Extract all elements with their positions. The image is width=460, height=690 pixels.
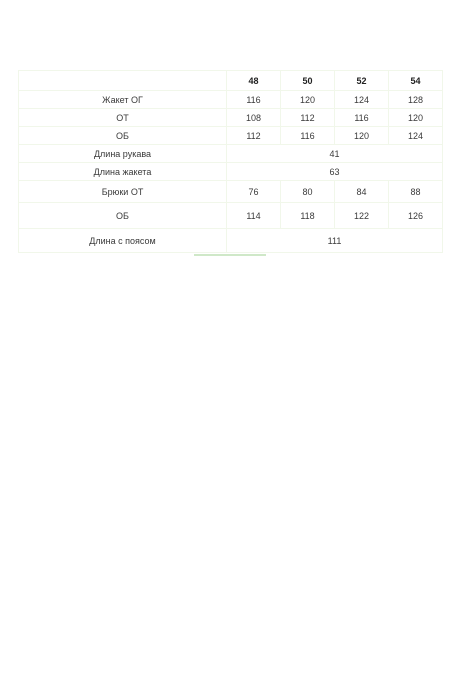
row-label: ОБ bbox=[19, 203, 227, 229]
table-cell: 120 bbox=[389, 109, 443, 127]
table-cell: 116 bbox=[335, 109, 389, 127]
table-cell: 120 bbox=[335, 127, 389, 145]
table-row bbox=[19, 91, 443, 109]
size-chart-table bbox=[18, 70, 443, 253]
table-cell: 112 bbox=[227, 127, 281, 145]
table-cell: 120 bbox=[281, 91, 335, 109]
row-label: ОТ bbox=[19, 109, 227, 127]
table-row bbox=[19, 203, 443, 229]
table-cell: 108 bbox=[227, 109, 281, 127]
table-cell: 76 bbox=[227, 181, 281, 203]
table-cell: 88 bbox=[389, 181, 443, 203]
row-label: Жакет ОГ bbox=[19, 91, 227, 109]
merged-cell: 111 bbox=[227, 229, 443, 253]
table-cell: 112 bbox=[281, 109, 335, 127]
merged-cell: 41 bbox=[227, 145, 443, 163]
table-cell: 80 bbox=[281, 181, 335, 203]
header-cell-size: 50 bbox=[281, 71, 335, 91]
row-label: ОБ bbox=[19, 127, 227, 145]
row-label: Длина рукава bbox=[19, 145, 227, 163]
table-row bbox=[19, 127, 443, 145]
table-row bbox=[19, 145, 443, 163]
table-header-row bbox=[19, 71, 443, 91]
table-row bbox=[19, 229, 443, 253]
table-cell: 116 bbox=[227, 91, 281, 109]
table-cell: 118 bbox=[281, 203, 335, 229]
table-cell: 116 bbox=[281, 127, 335, 145]
header-cell-size: 54 bbox=[389, 71, 443, 91]
table-cell: 126 bbox=[389, 203, 443, 229]
row-label: Брюки ОТ bbox=[19, 181, 227, 203]
table-cell: 84 bbox=[335, 181, 389, 203]
header-cell-size: 52 bbox=[335, 71, 389, 91]
header-cell-empty bbox=[19, 71, 227, 91]
accent-divider bbox=[194, 254, 266, 256]
row-label: Длина с поясом bbox=[19, 229, 227, 253]
table-cell: 128 bbox=[389, 91, 443, 109]
header-cell-size: 48 bbox=[227, 71, 281, 91]
table-cell: 122 bbox=[335, 203, 389, 229]
table-row bbox=[19, 181, 443, 203]
table-cell: 114 bbox=[227, 203, 281, 229]
table-row bbox=[19, 109, 443, 127]
merged-cell: 63 bbox=[227, 163, 443, 181]
table-cell: 124 bbox=[389, 127, 443, 145]
row-label: Длина жакета bbox=[19, 163, 227, 181]
table-cell: 124 bbox=[335, 91, 389, 109]
table-row bbox=[19, 163, 443, 181]
